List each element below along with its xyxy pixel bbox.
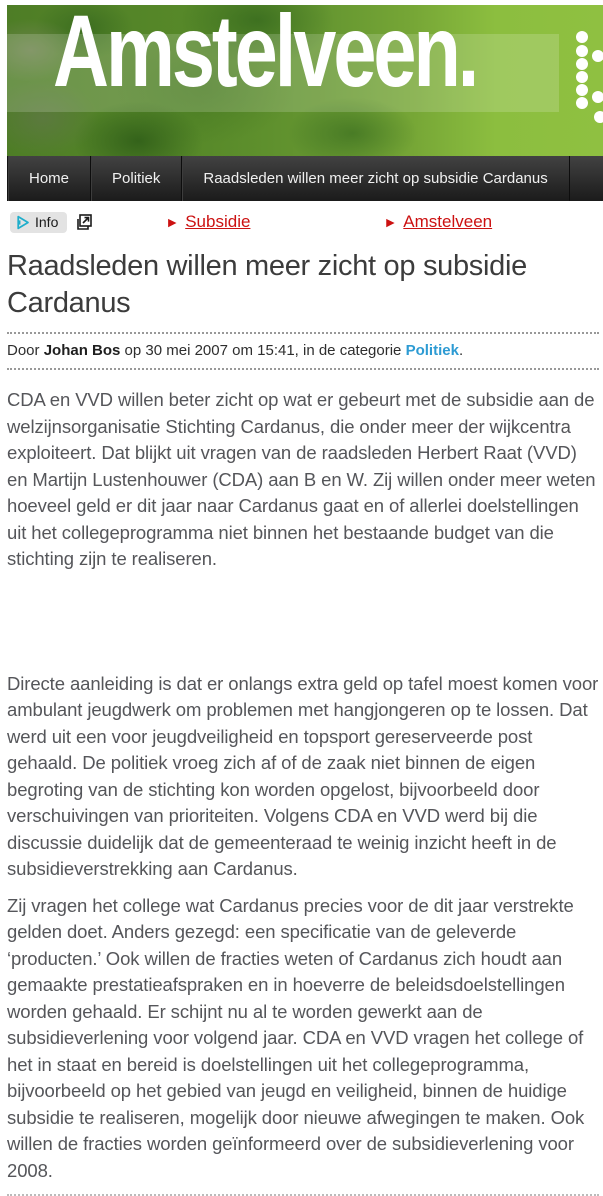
breadcrumb-navbar [7, 156, 603, 201]
nav-item-politiek[interactable] [91, 156, 182, 201]
byline-prefix: Door [7, 342, 40, 359]
ad-link-amstelveen[interactable] [383, 212, 492, 232]
ad-link-label: Subsidie [185, 212, 251, 231]
nav-item-current-article[interactable] [182, 156, 569, 201]
adchoices-info-button[interactable] [10, 212, 67, 233]
red-arrow-icon: ► [383, 214, 398, 230]
article-body [7, 387, 603, 1184]
byline-author: Johan Bos [43, 342, 121, 359]
site-logo: Amstelveen. [53, 5, 477, 108]
ad-link-subsidie[interactable] [165, 212, 250, 232]
site-banner[interactable] [7, 5, 603, 156]
ad-links-bar [10, 209, 603, 235]
red-arrow-icon: ► [165, 214, 180, 230]
nav-item-label: Politiek [112, 170, 161, 187]
ad-link-label: Amstelveen [403, 212, 493, 231]
empty-ad-slot [7, 583, 603, 671]
article-paragraph: Zij vragen het college wat Cardanus precies voor de dit jaar verstrekte gelden doet. Anders gezegd: een specificatie van de geleverde ‘producten.’ Ook willen de fracties weten of Cardanus zich houdt aan gemaakte prestatieafspraken en in hoeverre de beleidsdoelstellingen worden gehaald. Er schijnt nu al te worden gewerkt aan de subsidieverlening voor volgend jaar. CDA en VVD vragen het college of het in staat en bereid is doelstellingen uit het collegeprogramma, bijvoorbeeld op het gebied van jeugd en veiligheid, binnen de huidige subsidie te realiseren, mogelijk door nieuwe afwegingen te maken. Ook willen de fracties worden geïnformeerd over de subsidieverlening voor 2008. [7, 894, 585, 1181]
byline-meta: op 30 mei 2007 om 15:41, in de categorie [124, 342, 402, 359]
byline-suffix: . [458, 342, 464, 359]
dotted-divider [7, 368, 599, 370]
nav-item-label: Raadsleden willen meer zicht op subsidie Cardanus [203, 170, 548, 187]
article-byline [7, 334, 603, 368]
adchoices-icon [14, 214, 31, 231]
nav-item-home[interactable] [8, 156, 91, 201]
category-link[interactable]: Politiek [405, 342, 459, 359]
adchoices-info-label: Info [35, 214, 59, 230]
article-paragraph: Directe aanleiding is dat er onlangs extra geld op tafel moest komen voor ambulant jeugdwerk om problemen met hangjongeren op te lossen. Dat werd uit een voor jeugdveiligheid en topsport gereserveerde post gehaald. De politiek vroeg zich af of de zaak niet binnen de eigen begroting van de stichting kon worden opgelost, bijvoorbeeld door verschuivingen van prioriteiten. Volgens CDA en VVD werd bij die discussie duidelijk dat de gemeenteraad te weinig inzicht heeft in de subsidieverstrekking aan Cardanus. [7, 672, 599, 879]
page [0, 5, 603, 1196]
article-title: Raadsleden willen meer zicht op subsidie Cardanus [7, 250, 527, 319]
dots-pattern-icon [569, 29, 603, 135]
article-paragraph: CDA en VVD willen beter zicht op wat er gebeurt met de subsidie aan de welzijnsorganisatie Stichting Cardanus, die onder meer der wijkcentra exploiteert. Dat blijkt uit vragen van de raadsleden Herbert Raat (VVD) en Martijn Lustenhouwer (CDA) aan B en W. Zij willen onder meer weten hoeveel geld er dit jaar naar Cardanus gaat en of allerlei doelstellingen uit het collegeprogramma niet binnen het bestaande budget van die stichting zijn te realiseren. [7, 389, 596, 569]
nav-item-label: Home [29, 170, 70, 187]
external-link-icon[interactable] [75, 213, 93, 231]
